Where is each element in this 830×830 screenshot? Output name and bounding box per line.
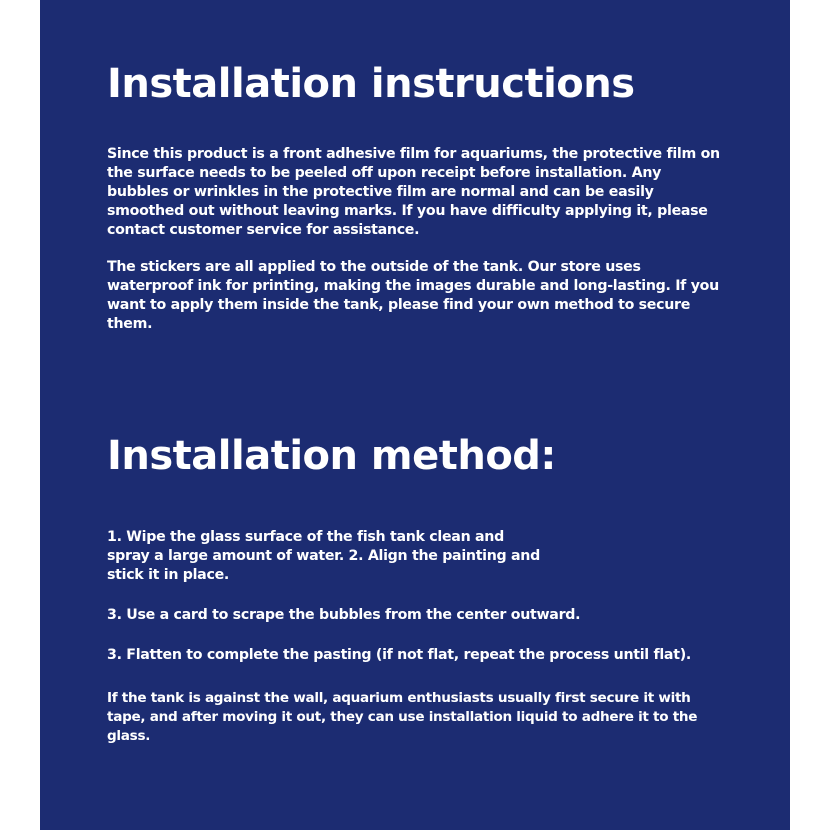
instruction-panel bbox=[40, 0, 790, 830]
instructions-paragraph-1: Since this product is a front adhesive film for aquariums, the protective film on the surface needs to be peeled off upon receipt before installation. Any bubbles or wrinkles in the protective film are normal and can be easily smoothed out without leaving marks. If you have difficulty applying it, please contact customer service for assistance. bbox=[107, 146, 720, 238]
method-step-2: 3. Use a card to scrape the bubbles from the center outward. bbox=[107, 607, 581, 623]
instructions-paragraph-2: The stickers are all applied to the outside of the tank. Our store uses waterproof ink for printing, making the images durable and long-lasting. If you want to apply them inside the tank, please find your own method to secure them. bbox=[107, 259, 719, 332]
method-title: Installation method: bbox=[107, 433, 556, 479]
instructions-title: Installation instructions bbox=[107, 61, 635, 107]
method-wall-note: If the tank is against the wall, aquarium enthusiasts usually first secure it with tape, and after moving it out, they can use installation liquid to adhere it to the glass. bbox=[107, 690, 698, 744]
method-step-3: 3. Flatten to complete the pasting (if not flat, repeat the process until flat). bbox=[107, 647, 691, 663]
method-step-1: 1. Wipe the glass surface of the fish tank clean and spray a large amount of water. 2. Align the painting and stick it in place. bbox=[107, 529, 540, 583]
